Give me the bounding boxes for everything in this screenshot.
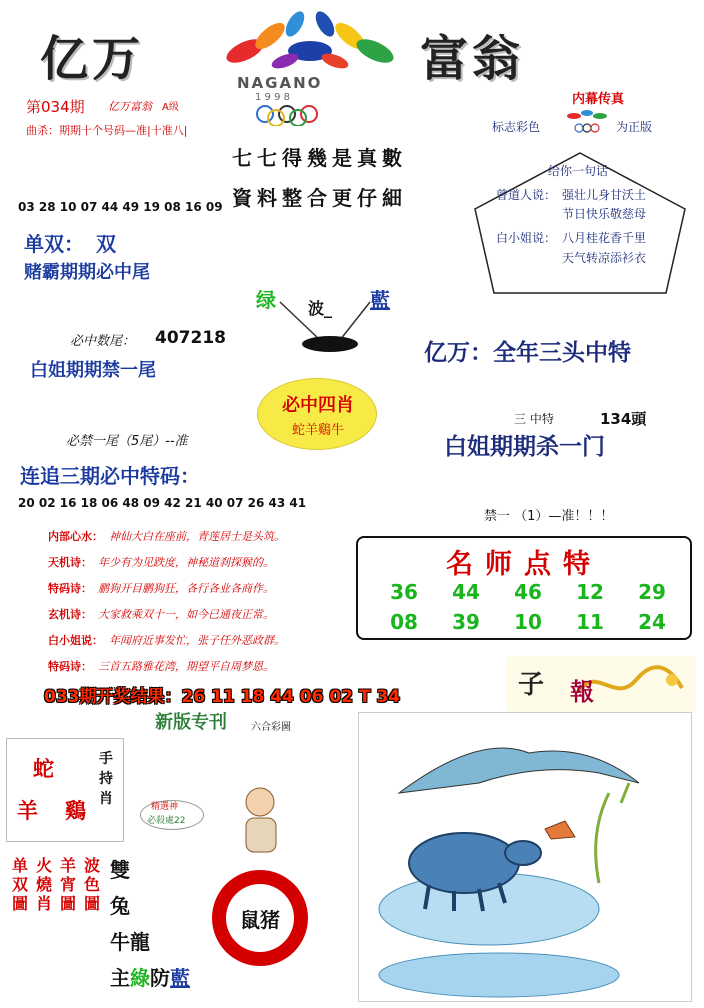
zodiac4-badge <box>257 378 377 450</box>
master-number: 08 <box>390 610 418 634</box>
poem-text: 三首五路雅花湾，期望平自周梦恩。 <box>98 660 274 673</box>
bl-main: 主 <box>110 966 130 990</box>
olympic-rings-icon <box>245 104 385 130</box>
master-title: 名师点特 <box>446 549 602 580</box>
master-number: 44 <box>452 580 480 604</box>
round-tag-sub: 必殺處22 <box>147 816 186 826</box>
painting <box>358 712 692 1002</box>
poem-row <box>48 606 274 622</box>
master-number: 24 <box>638 610 666 634</box>
zodiac-card <box>6 738 124 842</box>
master-number: 46 <box>514 580 542 604</box>
wave-blue: 藍 <box>370 288 390 312</box>
bl-label2: 火燒肖 <box>36 856 53 913</box>
three-special-sub: 白姐期期杀一门 <box>444 433 605 460</box>
numbers-row1: 03 28 10 07 44 49 19 08 16 09 <box>18 200 223 214</box>
issue-number: 第034期 <box>26 98 85 116</box>
bl-label1: 单双圖 <box>12 856 29 913</box>
zodiac-side: 手持肖 <box>99 751 113 807</box>
fax-heading: 给你一句话 <box>548 164 609 178</box>
year-tip: 亿万：全年三头中特 <box>424 339 631 366</box>
consecutive-numbers: 20 02 16 18 06 48 09 42 21 40 07 26 43 41 <box>18 496 307 510</box>
fax-line3: 八月桂花香千里 <box>562 231 647 245</box>
poem-text: 鹏狗开目鹏狗狂，各行各业各商作。 <box>98 582 274 595</box>
pig-painting-icon <box>359 713 693 1003</box>
poem-row <box>48 658 274 674</box>
child-figure-icon <box>210 780 320 860</box>
poem-label: 玄机诗： <box>48 608 92 621</box>
poem-text: 大家救乘双十一，如今已通夜正常。 <box>98 608 274 621</box>
fax-left: 标志彩色 <box>492 120 541 134</box>
bl-odd: 雙 <box>110 858 130 882</box>
issue-brand: 亿万富翁 <box>108 100 152 113</box>
bl-label4: 波色圖 <box>84 856 101 913</box>
wave-graphic <box>250 282 410 362</box>
poem-text: 年少有为见跌度，神秘道刹探猴的。 <box>98 556 274 569</box>
poem-row <box>48 632 285 648</box>
master-number: 39 <box>452 610 480 634</box>
issue-motto: 曲杀：期期十个号码—准|十准八| <box>26 124 188 137</box>
ban-door: 禁一 （1）—准！！！ <box>484 509 614 524</box>
bl-blue: 藍 <box>170 966 190 990</box>
ban-tail-label: 必禁一尾（5尾）--准 <box>66 434 188 449</box>
odd-even-label: 单双： <box>24 232 84 256</box>
bl-rabbit: 兔 <box>110 894 130 918</box>
zodiac4-title: 必中四肖 <box>282 395 354 416</box>
poem-row <box>48 580 274 596</box>
fax-box <box>470 84 690 294</box>
must-tail-label: 必中数尾： <box>70 334 136 349</box>
title-right: 富翁 <box>420 31 525 87</box>
zodiac-snake: 蛇 <box>33 756 54 781</box>
fax-title: 内幕传真 <box>572 92 625 107</box>
master-box <box>356 536 692 640</box>
slogan-line2: 資料整合更仔細 <box>232 186 407 210</box>
slogan-line1: 七七得幾是真數 <box>232 146 407 170</box>
fax-right: 为正版 <box>616 120 653 134</box>
three-special-prefix: 三 中特 <box>514 412 554 426</box>
poem-label: 天机诗： <box>48 556 92 569</box>
fax-line1: 强壮儿身甘沃土 <box>562 188 647 202</box>
must-tail-value: 407218 <box>155 328 226 348</box>
bl-ox-dragon: 牛龍 <box>110 930 150 954</box>
special-banner-sub: 六合彩圖 <box>251 722 291 733</box>
poem-label: 特码诗： <box>48 582 92 595</box>
fax-line1-label: 曾道人说： <box>496 188 557 202</box>
zodiac-sheep: 羊 <box>17 798 38 823</box>
issue-grade: A级 <box>162 102 179 113</box>
bl-green: 綠 <box>130 966 150 990</box>
bl-guard: 防 <box>150 966 170 990</box>
consecutive-title: 连追三期必中特码： <box>20 464 200 488</box>
fax-line3-label: 白小姐说： <box>496 231 557 245</box>
bl-wave-line <box>110 962 190 991</box>
fax-line4: 天气转凉添衫衣 <box>562 251 647 265</box>
yin-yang-icon <box>212 870 308 966</box>
poem-text: 年闻府近事发忙，张子任外恶政群。 <box>109 634 285 647</box>
poem-row <box>48 528 285 544</box>
special-banner <box>155 708 315 734</box>
master-number: 29 <box>638 580 666 604</box>
riddle-corner <box>506 656 696 712</box>
poem-label: 内部心水： <box>48 530 103 543</box>
logo-text: NAGANO <box>237 74 323 92</box>
bl-rat-pig: 鼠猪 <box>240 908 280 932</box>
nagano-logo <box>215 6 405 126</box>
poem-row <box>48 554 274 570</box>
zodiac4-value: 蛇羊鷄牛 <box>291 423 344 438</box>
odd-even-value: 双 <box>96 232 116 256</box>
must-tail-sub: 白姐期期禁一尾 <box>30 360 156 381</box>
result-line: 033期开奖结果：26 11 18 44 06 02 T 34 <box>44 687 401 707</box>
riddle-right: 報 <box>570 677 594 706</box>
logo-year: 1 9 9 8 <box>255 92 290 103</box>
fax-line2: 节日快乐敬慈母 <box>562 207 647 221</box>
wave-green: 绿 <box>256 288 276 312</box>
poem-label: 白小姐说： <box>48 634 103 647</box>
bl-label3: 羊宵圖 <box>60 856 77 913</box>
special-banner-title: 新版专刊 <box>155 712 227 733</box>
odd-even-sub: 赌霸期期必中尾 <box>24 262 150 283</box>
riddle-left: 子 <box>518 670 545 700</box>
wave-mid: 波_ <box>308 299 333 318</box>
round-tag-top: 精選神 <box>151 802 179 812</box>
three-special-value: 134頭 <box>600 410 647 428</box>
master-number: 36 <box>390 580 418 604</box>
mini-logo-icon <box>562 106 612 140</box>
poem-text: 神仙大白在座前，青莲居士是头筑。 <box>109 530 285 543</box>
bottom-grid <box>6 850 206 1002</box>
poem-label: 特码诗： <box>48 660 92 673</box>
master-number: 12 <box>576 580 604 604</box>
zodiac-rooster: 鷄 <box>65 798 86 823</box>
master-number: 11 <box>576 610 604 634</box>
round-tag <box>140 800 204 830</box>
master-number: 10 <box>514 610 542 634</box>
title-left: 亿万 <box>40 31 145 87</box>
